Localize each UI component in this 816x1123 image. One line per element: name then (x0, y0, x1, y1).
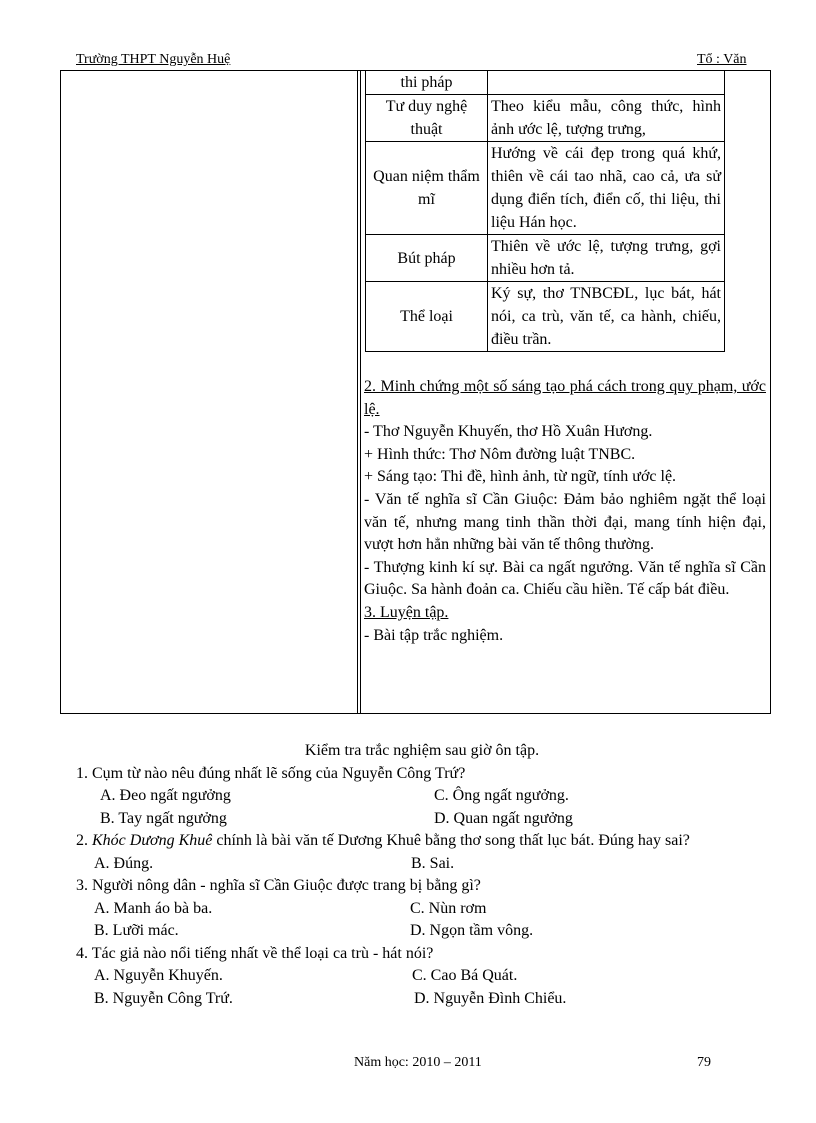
option-a: A. Nguyễn Khuyến. (94, 967, 223, 984)
options-row (76, 853, 778, 876)
section2-heading: 2. Minh chứng một số sáng tạo phá cách trong quy phạm, ước lệ. (364, 378, 766, 418)
question-2 (76, 830, 778, 853)
row-label: Thể loại (366, 282, 488, 352)
options-row (76, 898, 778, 921)
right-column-text (364, 376, 766, 647)
row-label: Tư duy nghệ thuật (366, 95, 488, 142)
row-content: Ký sự, thơ TNBCĐL, lục bát, hát nói, ca trù, văn tế, ca hành, chiếu, điều trần. (488, 282, 725, 352)
row-label: Quan niệm thẩm mĩ (366, 142, 488, 235)
question-1: 1. Cụm từ nào nêu đúng nhất lẽ sống của Nguyễn Công Trứ? (76, 764, 466, 782)
row-label: thi pháp (366, 71, 488, 95)
option-c: C. Nùn rơm (410, 899, 487, 917)
section2-line: - Văn tế nghĩa sĩ Cần Giuộc: Đảm bảo nghiêm ngặt thể loại văn tế, nhưng mang tinh thần thời đại, mang tính hiện đại, vượt hơn hẳn những bài văn tế thông thường. (364, 490, 766, 554)
row-content (488, 71, 725, 95)
option-a: A. Đeo ngất ngưởng (100, 787, 231, 804)
section2-line: + Hình thức: Thơ Nôm đường luật TNBC. (364, 445, 636, 463)
section2-line: - Thơ Nguyễn Khuyến, thơ Hồ Xuân Hương. (364, 423, 653, 441)
options-row (76, 988, 778, 1011)
option-d: D. Quan ngất ngưởng (434, 809, 573, 827)
footer-year: Năm học: 2010 – 2011 (354, 1055, 482, 1070)
header-group: Tổ : Văn (697, 52, 747, 67)
section2-line: - Thượng kinh kí sự. Bài ca ngất ngưởng. Văn tế nghĩa sĩ Cần Giuộc. Sa hành đoản ca. Chiếu cầu hiền. Tế cấp bát điều. (364, 558, 766, 599)
section3-heading-text: 3. Luyện tập. (364, 603, 449, 621)
section3-heading (364, 602, 766, 625)
option-b: B. Nguyễn Công Trứ. (94, 989, 233, 1007)
options-row (76, 785, 778, 808)
table-row (366, 282, 725, 352)
option-d: D. Nguyễn Đình Chiểu. (414, 989, 567, 1007)
option-b: B. Sai. (411, 854, 455, 872)
page-number: 79 (697, 1055, 711, 1070)
row-content: Hướng về cái đẹp trong quá khứ, thiên về cái tao nhã, cao cả, ưa sử dụng điển tích, điển cố, thi liệu, thi liệu Hán học. (488, 142, 725, 235)
options-row (76, 920, 778, 943)
row-content: Thiên về ước lệ, tượng trưng, gợi nhiều hơn tả. (488, 235, 725, 282)
options-row (76, 808, 778, 831)
row-label: Bút pháp (366, 235, 488, 282)
q2-title: Khóc Dương Khuê (92, 832, 213, 849)
header-school: Trường THPT Nguyễn Huệ (76, 52, 231, 67)
option-c: C. Ông ngất ngưởng. (434, 787, 569, 804)
column-divider (357, 71, 358, 713)
row-content: Theo kiểu mẫu, công thức, hình ảnh ước lệ, tượng trưng, (488, 95, 725, 142)
comparison-table (365, 70, 725, 352)
table-row (366, 142, 725, 235)
table-row (366, 71, 725, 95)
option-d: D. Ngọn tầm vông. (410, 922, 534, 939)
option-a: A. Manh áo bà ba. (94, 899, 213, 917)
section3-line: - Bài tập trắc nghiệm. (364, 626, 504, 644)
quiz (76, 740, 778, 1010)
q2-text: chính là bài văn tế Dương Khuê bằng thơ song thất lục bát. Đúng hay sai? (212, 832, 690, 849)
option-b: B. Lưỡi mác. (94, 922, 179, 939)
question-4: 4. Tác giả nào nổi tiếng nhất về thể loại ca trù - hát nói? (76, 944, 434, 962)
option-b: B. Tay ngất ngưởng (100, 809, 227, 827)
q2-prefix: 2. (76, 832, 92, 849)
column-divider-2 (360, 71, 361, 713)
option-a: A. Đúng. (94, 854, 154, 872)
table-row (366, 235, 725, 282)
section2-line: + Sáng tạo: Thi đề, hình ảnh, từ ngữ, tính ước lệ. (364, 468, 677, 486)
option-c: C. Cao Bá Quát. (412, 967, 518, 984)
question-3: 3. Người nông dân - nghĩa sĩ Cần Giuộc được trang bị bằng gì? (76, 877, 481, 894)
quiz-title: Kiểm tra trắc nghiệm sau giờ ôn tập. (304, 742, 540, 759)
options-row (76, 965, 778, 988)
table-row (366, 95, 725, 142)
